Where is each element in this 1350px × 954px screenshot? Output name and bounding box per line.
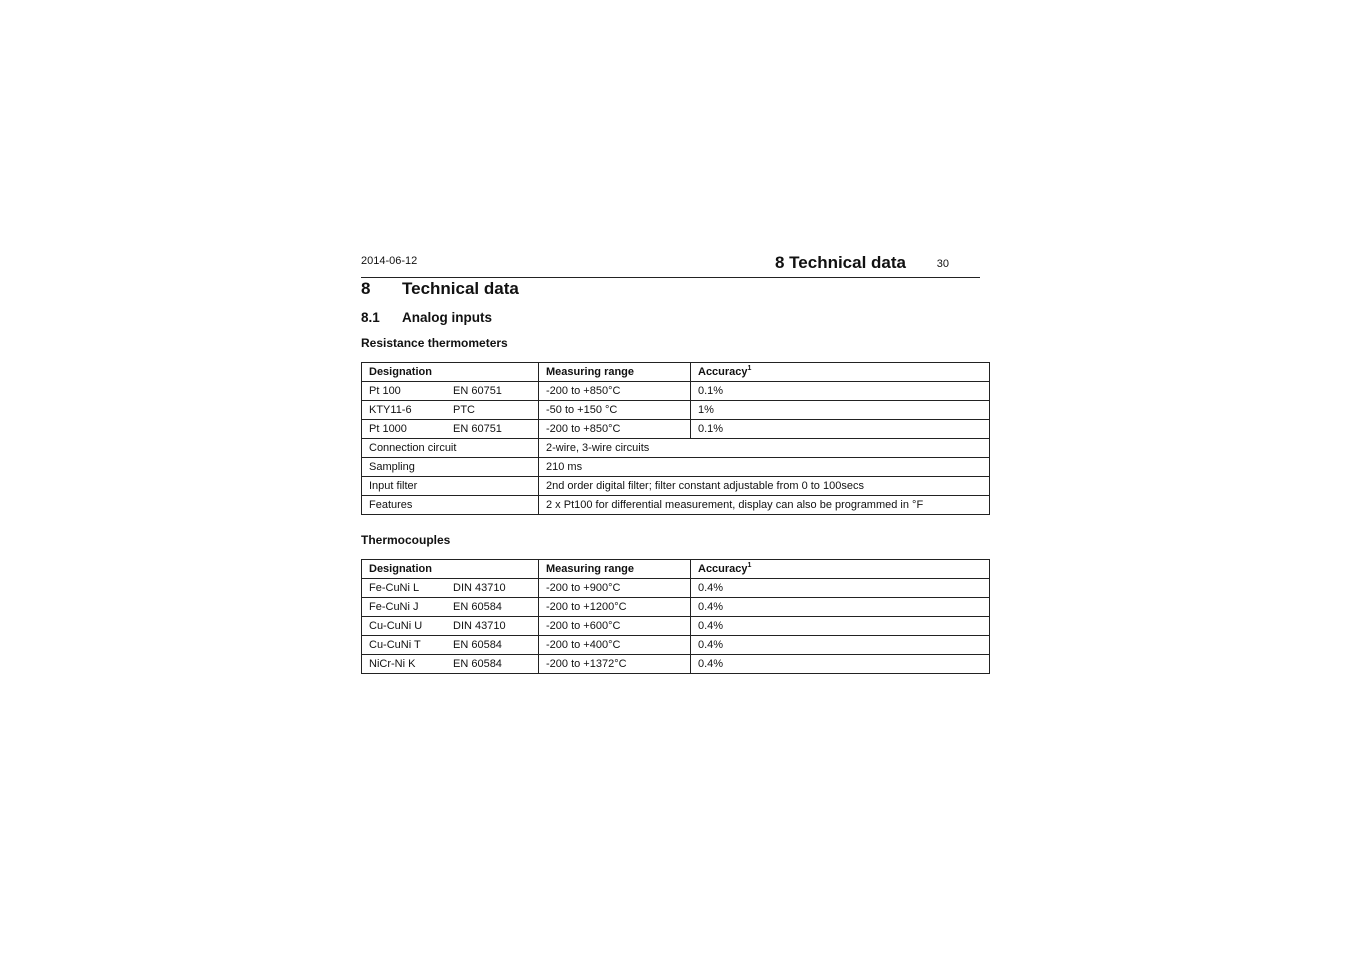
designation-cell [362, 382, 539, 401]
table-row [362, 458, 990, 477]
designation-cell [362, 617, 539, 636]
designation-cell [362, 655, 539, 674]
header-rule [361, 277, 980, 278]
subsection-number: 8.1 [361, 310, 380, 325]
sensor-name: Fe-CuNi J [369, 601, 419, 613]
designation-cell [362, 420, 539, 439]
header-chapter-title: 8 Technical data [774, 253, 906, 272]
sensor-name: NiCr-Ni K [369, 658, 416, 670]
range-cell: -200 to +850°C [539, 382, 691, 401]
col-accuracy-label: Accuracy [698, 366, 748, 378]
accuracy-cell: 0.4% [691, 617, 990, 636]
table-row [362, 439, 990, 458]
table-row [362, 496, 990, 515]
table-header-row [362, 363, 990, 382]
sensor-standard: DIN 43710 [453, 620, 506, 632]
accuracy-cell: 0.4% [691, 655, 990, 674]
table-row [362, 579, 990, 598]
thermocouples-table [361, 559, 990, 674]
designation-cell [362, 636, 539, 655]
accuracy-cell: 0.4% [691, 636, 990, 655]
property-value: 2nd order digital filter; filter constant adjustable from 0 to 100secs [539, 477, 990, 496]
range-cell: -200 to +600°C [539, 617, 691, 636]
sensor-name: Pt 100 [369, 385, 401, 397]
footnote-marker: 1 [747, 562, 752, 569]
footnote-marker: 1 [747, 365, 752, 372]
sensor-standard: DIN 43710 [453, 582, 506, 594]
designation-cell [362, 401, 539, 420]
resistance-table [361, 362, 990, 515]
accuracy-cell: 0.1% [691, 382, 990, 401]
accuracy-cell: 0.4% [691, 598, 990, 617]
range-cell: -200 to +1200°C [539, 598, 691, 617]
col-measuring-range: Measuring range [539, 560, 691, 579]
subsection-heading [361, 310, 492, 325]
range-cell: -50 to +150 °C [539, 401, 691, 420]
document-page [361, 0, 989, 954]
col-accuracy [691, 560, 990, 579]
sensor-name: Cu-CuNi U [369, 620, 423, 632]
accuracy-cell: 0.1% [691, 420, 990, 439]
range-cell: -200 to +400°C [539, 636, 691, 655]
sensor-standard: EN 60584 [453, 639, 502, 651]
sensor-standard: EN 60751 [453, 385, 502, 397]
accuracy-cell: 0.4% [691, 579, 990, 598]
designation-cell [362, 579, 539, 598]
header-page-number: 30 [936, 258, 949, 270]
col-accuracy [691, 363, 990, 382]
sensor-standard: EN 60751 [453, 423, 502, 435]
table-header-row [362, 560, 990, 579]
range-cell: -200 to +1372°C [539, 655, 691, 674]
section-number: 8 [361, 279, 371, 298]
sensor-name: Cu-CuNi T [369, 639, 421, 651]
sensor-standard: EN 60584 [453, 658, 502, 670]
sensor-name: Pt 1000 [369, 423, 407, 435]
table-row [362, 382, 990, 401]
sensor-standard: PTC [453, 404, 475, 416]
range-cell: -200 to +850°C [539, 420, 691, 439]
property-label: Features [362, 496, 539, 515]
table-row [362, 636, 990, 655]
thermocouples-heading: Thermocouples [361, 533, 451, 547]
accuracy-cell: 1% [691, 401, 990, 420]
sensor-name: Fe-CuNi L [369, 582, 420, 594]
table-row [362, 420, 990, 439]
property-value: 2-wire, 3-wire circuits [539, 439, 990, 458]
col-designation: Designation [362, 560, 539, 579]
col-designation: Designation [362, 363, 539, 382]
header-date: 2014-06-12 [361, 255, 418, 267]
property-value: 210 ms [539, 458, 990, 477]
col-measuring-range: Measuring range [539, 363, 691, 382]
table-row [362, 598, 990, 617]
property-label: Connection circuit [362, 439, 539, 458]
subsection-title: Analog inputs [402, 310, 492, 325]
table-row [362, 617, 990, 636]
range-cell: -200 to +900°C [539, 579, 691, 598]
resistance-heading: Resistance thermometers [361, 336, 508, 350]
property-value: 2 x Pt100 for differential measurement, display can also be programmed in °F [539, 496, 990, 515]
designation-cell [362, 598, 539, 617]
table-row [362, 655, 990, 674]
table-row [362, 477, 990, 496]
table-row [362, 401, 990, 420]
section-title: Technical data [402, 279, 519, 298]
property-label: Sampling [362, 458, 539, 477]
property-label: Input filter [362, 477, 539, 496]
sensor-name: KTY11-6 [369, 404, 412, 416]
section-heading [361, 279, 519, 299]
col-accuracy-label: Accuracy [698, 563, 748, 575]
sensor-standard: EN 60584 [453, 601, 502, 613]
